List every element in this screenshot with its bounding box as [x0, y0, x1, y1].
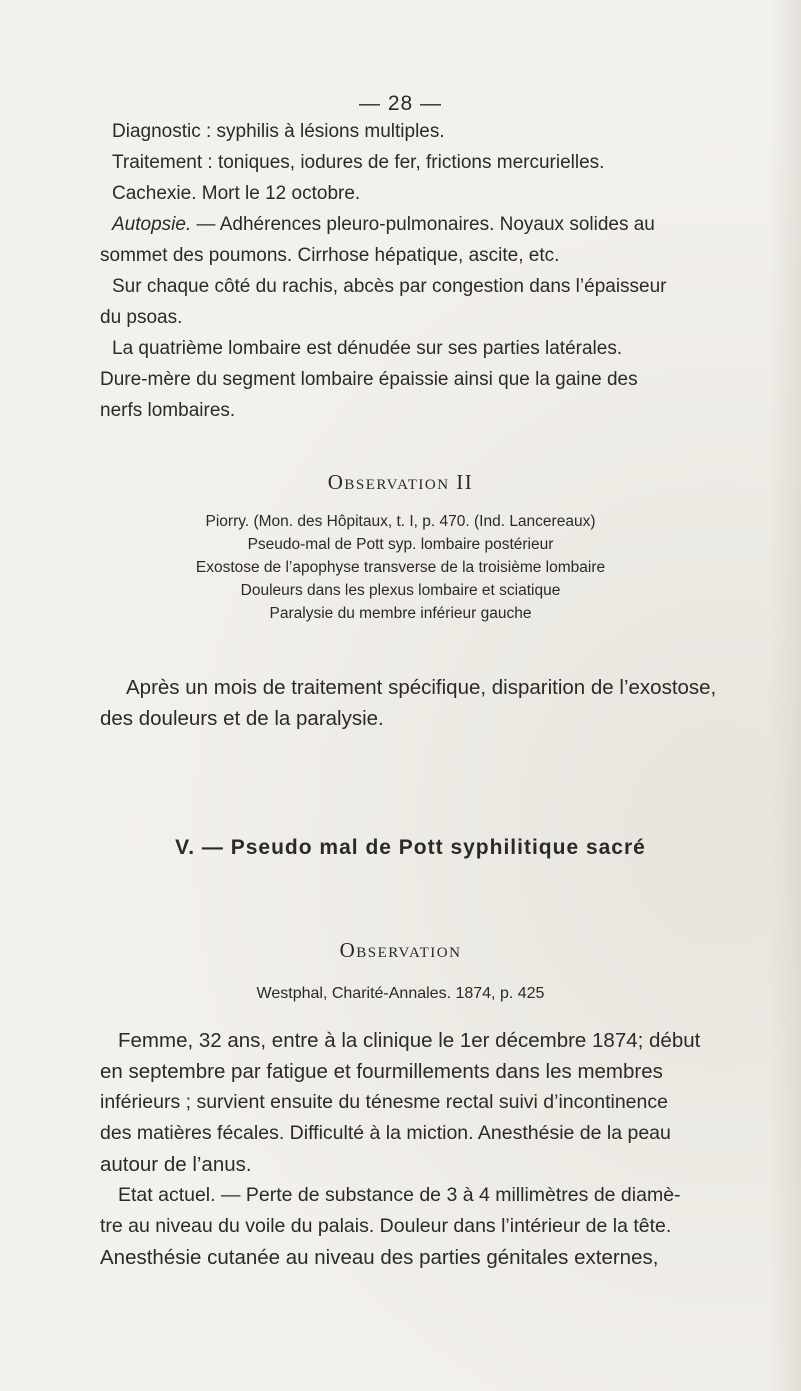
autopsie-line2: sommet des poumons. Cirrhose hépatique, ascite, etc. [100, 245, 560, 266]
lombaire-block [112, 333, 772, 364]
section-v-title: V. — Pseudo mal de Pott syphilitique sacré [175, 836, 646, 859]
observation-text-line: Anesthésie cutanée au niveau des parties génitales externes, [100, 1246, 659, 1269]
lombaire-line2: Dure-mère du segment lombaire épaissie ainsi que la gaine des [100, 369, 638, 390]
observation-line [100, 1211, 790, 1242]
observation-text-line: Etat actuel. — Perte de substance de 3 à 4 millimètres de diamè- [118, 1184, 681, 1206]
autopsie-continuation [100, 240, 780, 271]
autopsie-line [112, 209, 772, 240]
page-number: — 28 — [358, 92, 443, 115]
cachexie-line: Cachexie. Mort le 12 octobre. [112, 183, 361, 204]
observation-reference: Westphal, Charité-Annales. 1874, p. 425 [256, 985, 545, 1002]
lombaire-continuation [100, 364, 780, 426]
observation-line [100, 1149, 790, 1180]
observation-text-line: tre au niveau du voile du palais. Douleur dans l’intérieur de la tête. [100, 1215, 672, 1237]
rachis-line2: du psoas. [100, 307, 183, 328]
observation-heading: Observation [339, 938, 462, 962]
lombaire-line3: nerfs lombaires. [100, 400, 236, 421]
autopsie-text: — Adhérences pleuro-pulmonaires. Noyaux solides au [191, 214, 655, 235]
observation-line [118, 1025, 790, 1056]
observation-2-line: des douleurs et de la paralysie. [100, 707, 384, 730]
rachis-line1: Sur chaque côté du rachis, abcès par congestion dans l’épaisseur [112, 276, 667, 297]
reference-line: Piorry. (Mon. des Hôpitaux, t. I, p. 470. (Ind. Lancereaux) [205, 513, 596, 530]
autopsie-label: Autopsie. [112, 214, 192, 235]
observation-line [100, 1056, 790, 1087]
observation-line [118, 1180, 790, 1211]
traitement-line: Traitement : toniques, iodures de fer, frictions mercurielles. [112, 152, 605, 173]
observation-2-text-line1 [126, 672, 786, 703]
observation-2-line: Après un mois de traitement spécifique, disparition de l’exostose, [126, 676, 717, 699]
observation-text-line: inférieurs ; survient ensuite du ténesme rectal suivi d’incontinence [100, 1091, 668, 1113]
rachis-block [112, 271, 772, 302]
diagnostic-line: Diagnostic : syphilis à lésions multiples. [112, 121, 445, 142]
observation-2-references [0, 510, 801, 625]
observation-line [100, 1118, 790, 1149]
observation-2-heading: Observation II [327, 470, 474, 494]
rachis-continuation [100, 302, 760, 333]
reference-line: Douleurs dans les plexus lombaire et sciatique [240, 582, 561, 599]
lombaire-line1: La quatrième lombaire est dénudée sur ses parties latérales. [112, 338, 623, 359]
intro-block [112, 116, 772, 240]
observation-line [100, 1087, 790, 1118]
observation-text-line: autour de l’anus. [100, 1153, 252, 1176]
reference-line: Pseudo-mal de Pott syp. lombaire postérieur [247, 536, 554, 553]
reference-line: Exostose de l’apophyse transverse de la troisième lombaire [195, 559, 606, 576]
observation-text-line: Femme, 32 ans, entre à la clinique le 1er décembre 1874; début [118, 1029, 701, 1052]
observation-text-line: des matières fécales. Difficulté à la miction. Anesthésie de la peau [100, 1122, 671, 1144]
observation-line [100, 1242, 790, 1273]
observation-text-line: en septembre par fatigue et fourmillements dans les membres [100, 1060, 663, 1083]
observation-2-text-line2 [100, 703, 790, 734]
reference-line: Paralysie du membre inférieur gauche [269, 605, 532, 622]
